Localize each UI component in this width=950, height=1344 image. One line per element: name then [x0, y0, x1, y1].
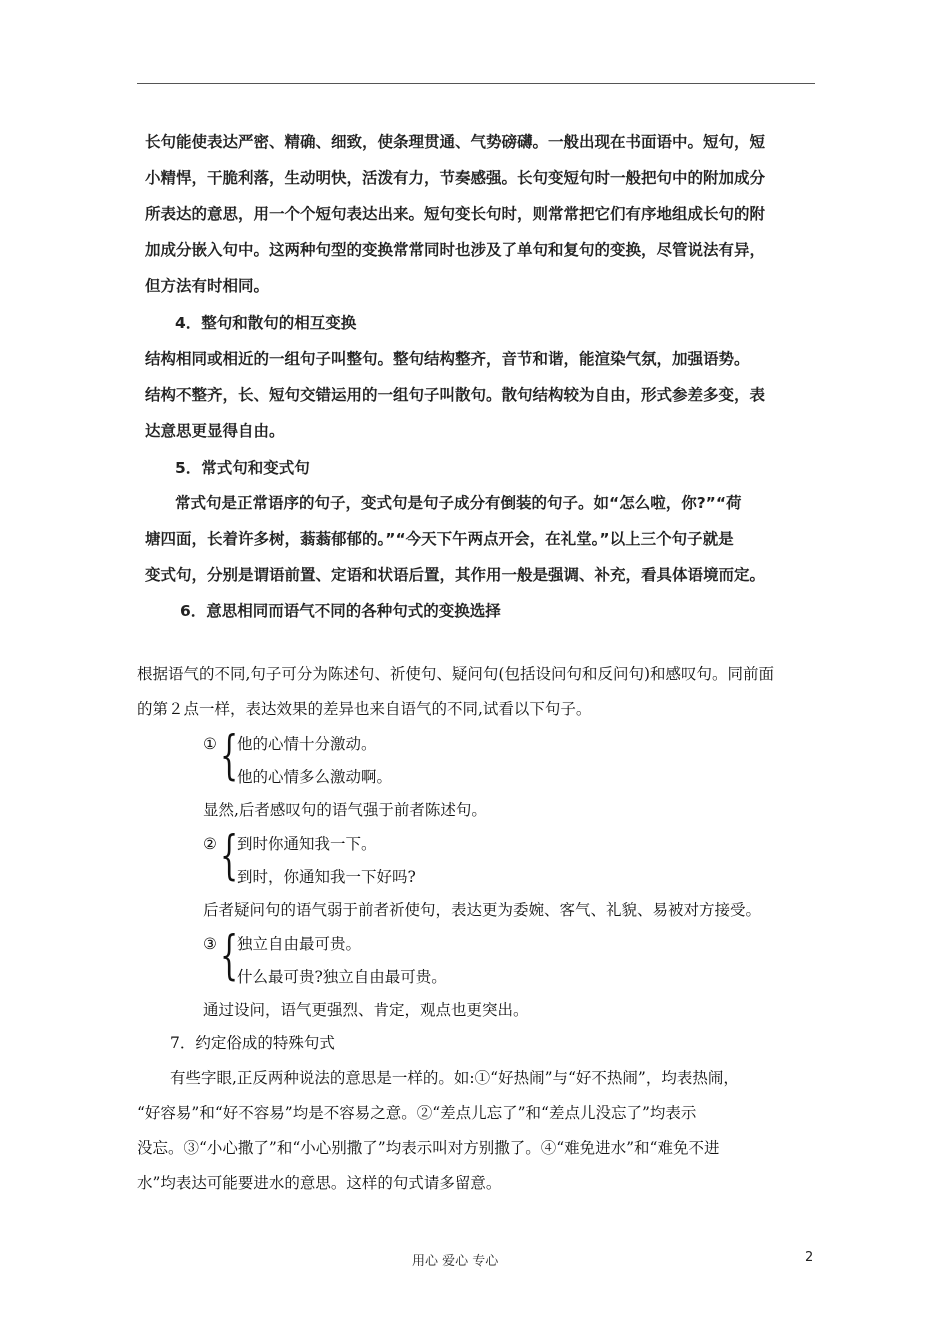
scan-line-7: 结构相同或相近的一组句子叫整句。整句结构整齐，音节和谐，能渲染气氛，加强语势。 — [145, 350, 750, 368]
example-number: ① — [203, 735, 217, 753]
section-7-line-2: “好容易”和“好不容易”均是不容易之意。②“差点儿忘了”和“差点儿没忘了”均表示 — [137, 1104, 697, 1122]
scan-line-9: 达意思更显得自由。 — [145, 422, 285, 440]
intro-line-1: 根据语气的不同,句子可分为陈述句、祈使句、疑问句(包括设问句和反问句)和感叹句。同前面 — [137, 665, 775, 683]
example-sentence-b: 他的心情多么激动啊。 — [237, 768, 393, 786]
scan-line-3: 所表达的意思，用一个个短句表达出来。短句变长句时，则常常把它们有序地组成长句的附 — [145, 205, 766, 223]
scan-line-8: 结构不整齐，长、短句交错运用的一组句子叫散句。散句结构较为自由，形式参差多变，表 — [145, 386, 766, 404]
intro-line-2: 的第２点一样，表达效果的差异也来自语气的不同,试看以下句子。 — [137, 700, 592, 718]
page-number: 2 — [805, 1250, 814, 1265]
example-sentence-b: 到时，你通知我一下好吗? — [237, 868, 416, 886]
example-sentence-a: 到时你通知我一下。 — [237, 835, 377, 853]
example-sentence-b: 什么最可贵?独立自由最可贵。 — [237, 968, 447, 986]
brace-icon: { — [220, 726, 239, 786]
footer-motto: 用心 爱心 专心 — [412, 1254, 499, 1269]
header-rule — [137, 83, 815, 84]
example-note: 显然,后者感叹句的语气强于前者陈述句。 — [203, 801, 487, 819]
scan-line-12: 塘四面，长着许多树，蓊蓊郁郁的。”“今天下午两点开会，在礼堂。”以上三个句子就是 — [145, 530, 734, 548]
example-sentence-a: 独立自由最可贵。 — [237, 935, 362, 953]
section-7-title: 7．约定俗成的特殊句式 — [170, 1034, 335, 1052]
scan-line-4: 加成分嵌入句中。这两种句型的变换常常同时也涉及了单句和复句的变换，尽管说法有异， — [145, 241, 766, 259]
scan-line-5: 但方法有时相同。 — [145, 277, 270, 295]
example-note: 通过设问，语气更强烈、肯定，观点也更突出。 — [203, 1001, 529, 1019]
section-7-line-1: 有些字眼,正反两种说法的意思是一样的。如:①“好热闹”与“好不热闹”，均表热闹， — [170, 1069, 739, 1087]
example-note: 后者疑问句的语气弱于前者祈使句，表达更为委婉、客气、礼貌、易被对方接受。 — [203, 901, 762, 919]
brace-icon: { — [220, 826, 239, 886]
section-7-line-4: 水”均表达可能要进水的意思。这样的句式请多留意。 — [137, 1174, 502, 1192]
scan-line-2: 小精悍，干脆利落，生动明快，活泼有力，节奏感强。长句变短句时一般把句中的附加成分 — [145, 169, 766, 187]
example-sentence-a: 他的心情十分激动。 — [237, 735, 377, 753]
example-number: ② — [203, 835, 217, 853]
scan-line-13: 变式句，分别是谓语前置、定语和状语后置，其作用一般是强调、补充，看具体语境而定。 — [145, 566, 766, 584]
section-5-title: 5．常式句和变式句 — [175, 459, 310, 477]
brace-icon: { — [220, 926, 239, 986]
section-7-line-3: 没忘。③“小心撒了”和“小心别撒了”均表示叫对方别撒了。④“难免进水”和“难免不进 — [137, 1139, 720, 1157]
section-6-title: 6．意思相同而语气不同的各种句式的变换选择 — [180, 602, 501, 620]
scan-line-11: 常式句是正常语序的句子，变式句是句子成分有倒装的句子。如“怎么啦，你?”“荷 — [175, 494, 742, 512]
scan-line-1: 长句能使表达严密、精确、细致，使条理贯通、气势磅礴。一般出现在书面语中。短句，短 — [145, 133, 766, 151]
example-number: ③ — [203, 935, 217, 953]
section-4-title: 4．整句和散句的相互变换 — [175, 314, 357, 332]
